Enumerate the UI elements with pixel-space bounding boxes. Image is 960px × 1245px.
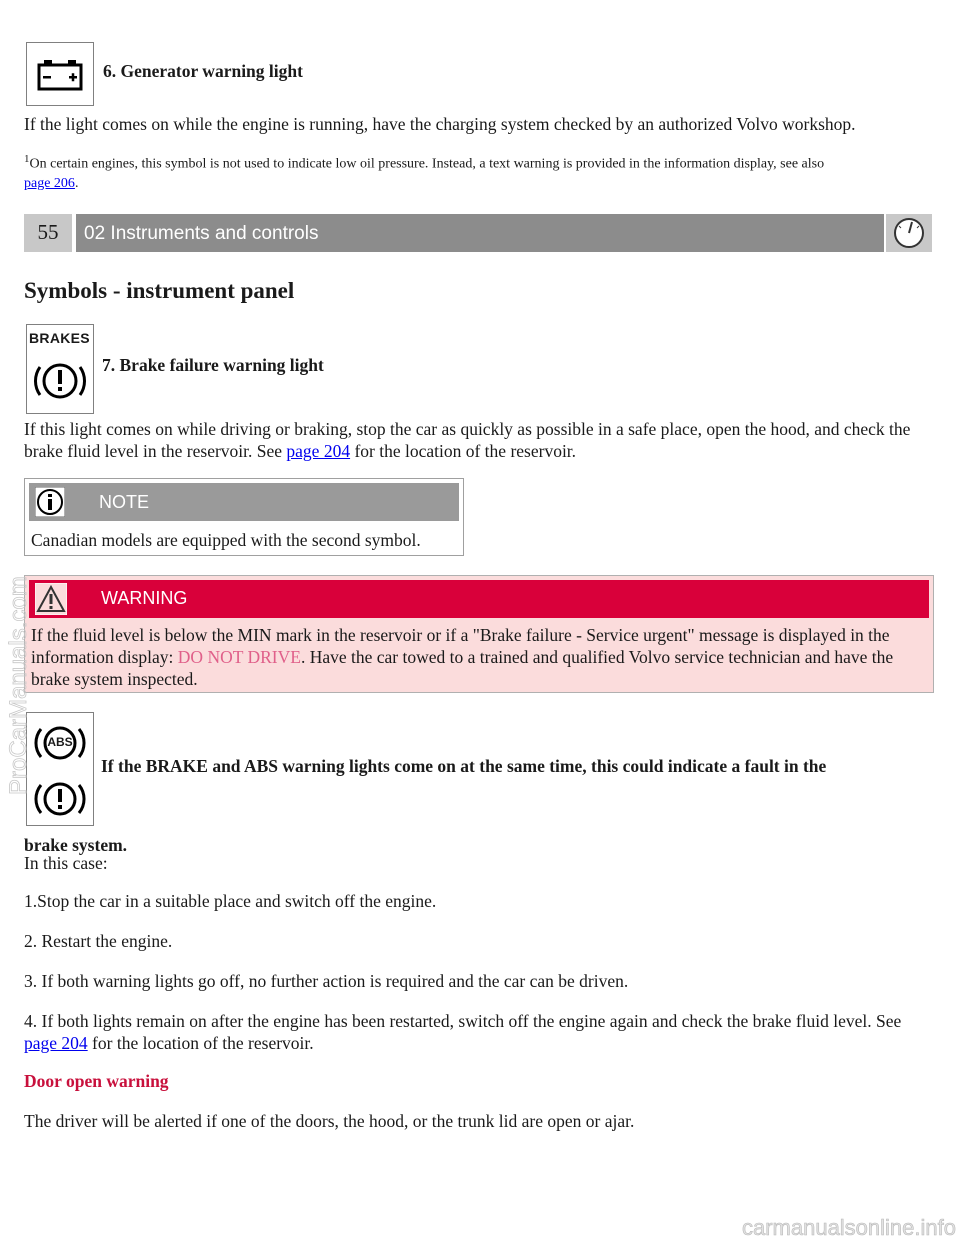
- footnote-page-link[interactable]: page 206: [24, 175, 75, 191]
- footer-watermark-text: carmanualsonline.info: [741, 1216, 956, 1240]
- abs-intro: In this case:: [24, 853, 108, 873]
- warning-triangle-icon: [35, 583, 67, 615]
- abs-heading-line2: brake system.: [24, 835, 128, 855]
- door-open-text: The driver will be alerted if one of the doors, the hood, or the trunk lid are open or ajar.: [24, 1111, 635, 1131]
- info-icon: [35, 487, 65, 517]
- footnote: [24, 150, 936, 193]
- page-number: 55: [24, 214, 72, 252]
- note-title: NOTE: [99, 492, 150, 512]
- warning-text-before: If the fluid level is below the MIN mark in the reservoir or if a "Brake failure - Service urgent" message is displayed in the information display:: [31, 625, 890, 667]
- warning-header: [29, 580, 929, 618]
- section-title: Symbols - instrument panel: [24, 278, 295, 303]
- abs-icon-label: ABS: [47, 735, 73, 749]
- step-4-text: 4. If both lights remain on after the engine has been restarted, switch off the engine again and check the brake fluid level. See: [24, 1011, 902, 1031]
- generator-heading: 6. Generator warning light: [103, 61, 303, 81]
- brake-text: [24, 418, 936, 462]
- footer-watermark: [598, 1216, 958, 1240]
- step-2: 2. Restart the engine.: [24, 931, 173, 951]
- note-box: [24, 478, 464, 556]
- note-text: Canadian models are equipped with the second symbol.: [31, 530, 421, 550]
- door-open-heading: Door open warning: [24, 1071, 169, 1091]
- step-3: 3. If both warning lights go off, no further action is required and the car can be driven.: [24, 971, 629, 991]
- brake-page-link[interactable]: page 204: [286, 441, 351, 461]
- warning-title: WARNING: [101, 588, 188, 608]
- brake-heading: 7. Brake failure warning light: [102, 355, 324, 375]
- generator-text: If the light comes on while the engine is running, have the charging system checked by an authorized Volvo workshop.: [24, 114, 856, 134]
- warning-box: [24, 575, 934, 693]
- battery-icon: [26, 42, 94, 106]
- warning-text: [31, 624, 927, 690]
- brake-text-after: for the location of the reservoir.: [354, 441, 577, 461]
- step-1: 1.Stop the car in a suitable place and switch off the engine.: [24, 891, 437, 911]
- side-watermark-text: ProCarManuals.com: [5, 576, 32, 795]
- note-header: [29, 483, 459, 521]
- step-4-page-link[interactable]: page 204: [24, 1033, 88, 1053]
- footnote-marker: 1: [24, 153, 30, 165]
- footnote-text: On certain engines, this symbol is not used to indicate low oil pressure. Instead, a text warning is provided in the information display, see also: [29, 156, 825, 172]
- abs-heading-line1: If the BRAKE and ABS warning lights come on at the same time, this could indicate a fault in the: [101, 756, 827, 776]
- side-watermark: [4, 470, 34, 800]
- footnote-end: .: [74, 175, 79, 191]
- brake-text-before: If this light comes on while driving or braking, stop the car as quickly as possible in a safe place, open the hood, and check the brake fluid level in the reservoir. See: [24, 419, 911, 461]
- do-not-drive-text: DO NOT DRIVE: [177, 647, 301, 667]
- brakes-warning-icon: [26, 324, 94, 414]
- abs-brake-warning-icon: [26, 712, 94, 826]
- warning-text-after: . Have the car towed to a trained and qualified Volvo service technician and have the brake system inspected.: [31, 647, 894, 689]
- chapter-title: 02 Instruments and controls: [76, 214, 884, 252]
- step-4-after: for the location of the reservoir.: [92, 1033, 314, 1053]
- speedometer-icon: [886, 214, 932, 252]
- brakes-icon-label: BRAKES: [29, 330, 90, 346]
- step-4: [24, 1010, 936, 1054]
